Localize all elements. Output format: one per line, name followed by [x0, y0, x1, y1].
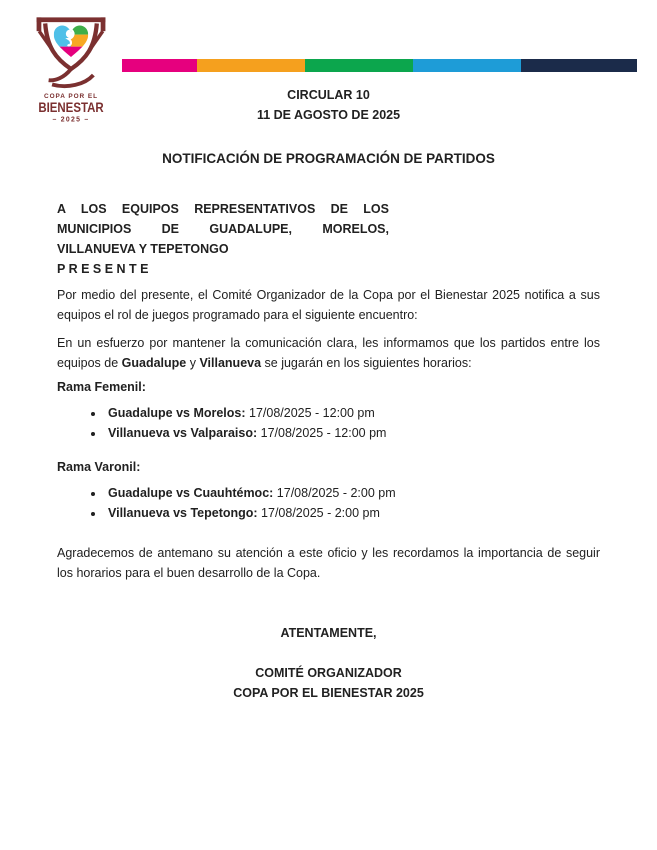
paragraph-schedule-info: [57, 333, 600, 373]
logo-year: – 2025 –: [52, 116, 90, 124]
recipient-presente: P R E S E N T E: [57, 262, 149, 276]
circular-number: CIRCULAR 10: [287, 88, 370, 102]
recipient-addressee: A LOS EQUIPOS REPRESENTATIVOS DE LOS MUNICIPIOS DE GUADALUPE, MORELOS, VILLANUEVA Y TEPETONGO: [57, 202, 389, 256]
schedule-info-text: En un esfuerzo por mantener la comunicación clara, les informamos que los partidos entre los equipos de: [57, 336, 600, 370]
logo-name: BIENESTAR: [38, 100, 104, 116]
match-schedule: 17/08/2025 - 2:00 pm: [257, 506, 380, 520]
letter-body: [57, 0, 600, 703]
match-schedule: 17/08/2025 - 12:00 pm: [257, 426, 387, 440]
match-teams: Guadalupe vs Cuauhtémoc:: [108, 486, 274, 500]
signature-atentamente: ATENTAMENTE,: [280, 626, 377, 640]
match-schedule: 17/08/2025 - 12:00 pm: [245, 406, 375, 420]
match-teams: Guadalupe vs Morelos:: [108, 406, 246, 420]
match-teams: Villanueva vs Valparaiso:: [108, 426, 258, 440]
match-item: [105, 423, 600, 443]
recipient-block: [57, 199, 389, 279]
paragraph-closing: Agradecemos de antemano su atención a este oficio y les recordamos la importancia de seguir los horarios para el buen desarrollo de la Copa.: [57, 546, 600, 580]
schedule-info-text: y: [186, 356, 200, 370]
team-name-guadalupe: Guadalupe: [121, 356, 187, 370]
match-item: [105, 403, 600, 423]
section-heading-varonil: Rama Varonil:: [57, 460, 141, 474]
team-name-villanueva: Villanueva: [199, 356, 262, 370]
circular-date: 11 DE AGOSTO DE 2025: [256, 108, 401, 122]
logo-tagline: COPA POR EL: [43, 93, 99, 101]
match-item: [105, 483, 600, 503]
match-item: [105, 503, 600, 523]
circular-header: [57, 85, 600, 125]
signature-cup-name: COPA POR EL BIENESTAR 2025: [233, 686, 424, 700]
signature-block: [57, 623, 600, 703]
document-title: NOTIFICACIÓN DE PROGRAMACIÓN DE PARTIDOS: [162, 151, 495, 166]
match-teams: Villanueva vs Tepetongo:: [108, 506, 258, 520]
match-schedule: 17/08/2025 - 2:00 pm: [273, 486, 396, 500]
section-heading-femenil: Rama Femenil:: [57, 380, 146, 394]
schedule-info-text: se jugarán en los siguientes horarios:: [261, 356, 472, 370]
signature-committee: COMITÉ ORGANIZADOR: [255, 666, 402, 680]
match-list-femenil: [57, 403, 600, 443]
paragraph-intro: Por medio del presente, el Comité Organizador de la Copa por el Bienestar 2025 notifica a sus equipos el rol de juegos programado para el siguiente encuentro:: [57, 288, 600, 322]
match-list-varonil: [57, 483, 600, 523]
